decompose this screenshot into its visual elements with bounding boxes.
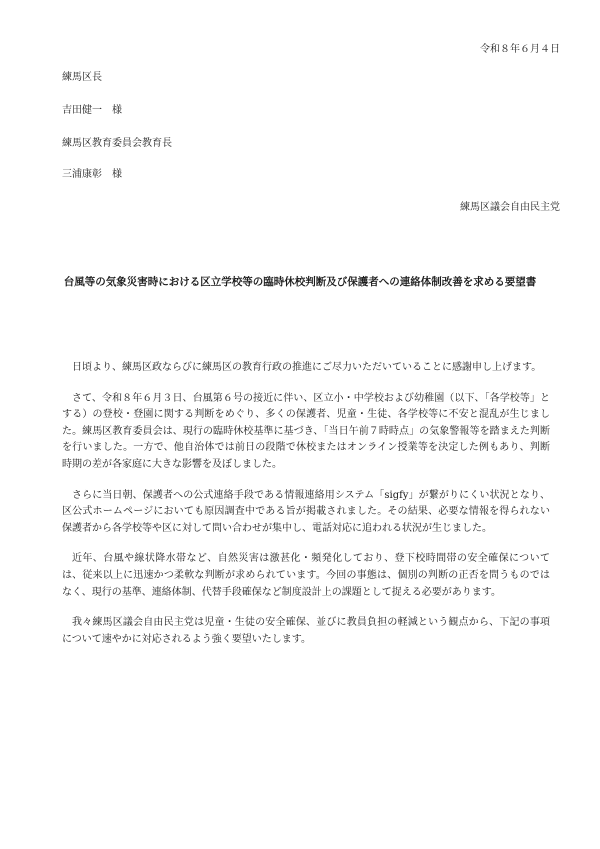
body-paragraph-system-issue: さらに当日朝、保護者への公式連絡手段である情報連絡用システム「sigfy」が繋がりにくい状況となり、区公式ホームページにおいても原因調査中である旨が掲載されました。その結果、必要な情報を得られない保護者から各学校等や区に対して問い合わせが集中し、電話対応に追われる状況が生じました。: [62, 489, 550, 534]
recipient-superintendent-title: 練馬区教育委員会教育長: [62, 138, 172, 149]
document-title: 台風等の気象災害時における区立学校等の臨時休校判断及び保護者への連絡体制改善を求める要望書: [63, 276, 537, 288]
recipient-ward-mayor-title: 練馬区長: [62, 72, 102, 83]
recipient-ward-mayor-name: 吉田健一 様: [62, 105, 122, 116]
document-date: 令和８年６月４日: [480, 44, 560, 55]
body-paragraph-request: 我々練馬区議会自由民主党は児童・生徒の安全確保、並びに教員負担の軽減という観点から、下記の事項について速やかに対応されるよう強く要望いたします。: [62, 617, 550, 645]
sender-name: 練馬区議会自由民主党: [460, 202, 560, 213]
recipient-superintendent-name: 三浦康彰 様: [62, 169, 122, 180]
document-body: [62, 360, 550, 662]
body-paragraph-background: さて、令和８年６月３日、台風第６号の接近に伴い、区立小・中学校および幼稚園（以下、「各学校等」とする）の登校・登園に関する判断をめぐり、多くの保護者、児童・生徒、各学校等に不安と混乱が生じました。練馬区教育委員会は、現行の臨時休校基準に基づき、「当日午前７時時点」の気象警報等を踏まえた判断を行いました。一方で、他自治体では前日の段階で休校またはオンライン授業等を決定した例もあり、判断時期の差が各家庭に大きな影響を及ぼしました。: [62, 392, 550, 470]
body-paragraph-greeting: 日頃より、練馬区政ならびに練馬区の教育行政の推進にご尽力いただいていることに感謝申し上げます。: [72, 362, 542, 373]
body-paragraph-context: 近年、台風や線状降水帯など、自然災害は激甚化・頻発化しており、登下校時間帯の安全確保については、従来以上に迅速かつ柔軟な判断が求められています。今回の事態は、個別の判断の正否を問うものではなく、現行の基準、連絡体制、代替手段確保など制度設計上の課題として捉える必要があります。: [62, 553, 550, 598]
